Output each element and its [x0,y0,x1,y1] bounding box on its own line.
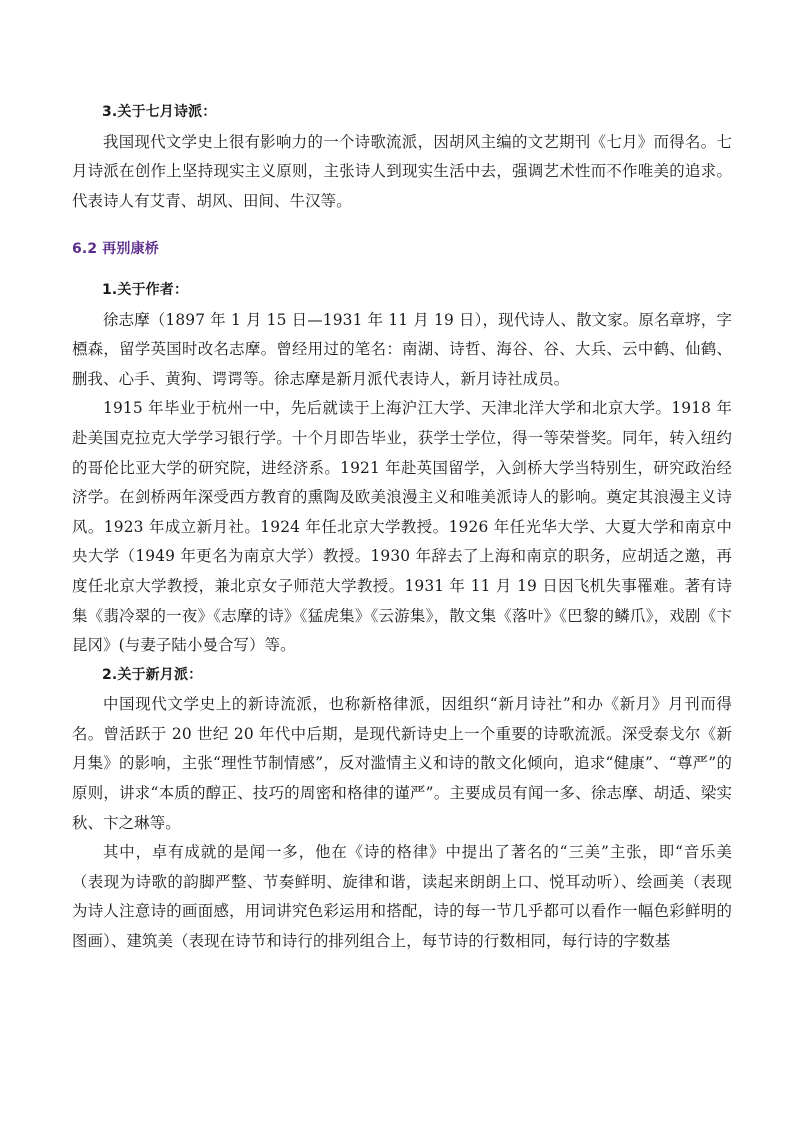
heading-xinyue-school: 2.关于新月派： [102,666,203,683]
paragraph-author-biography: 1915 年毕业于杭州一中，先后就读于上海沪江大学、天津北洋大学和北京大学。1918 年赴美国克拉克大学学习银行学。十个月即告毕业，获学士学位，得一等荣誉奖。同年，转入纽约的哥伦比亚大学的研究院，进经济系。1921 年赴英国留学，入剑桥大学当特别生，研究政治经济学。在剑桥两年深受西方教育的熏陶及欧美浪漫主义和唯美派诗人的影响。奠定其浪漫主义诗风。1923 年成立新月社。1924 年任北京大学教授。1926 年任光华大学、大夏大学和南京中央大学（1949 年更名为南京大学）教授。1930 年辞去了上海和南京的职务，应胡适之邀，再度任北京大学教授，兼北京女子师范大学教授。1931 年 11 月 19 日因飞机失事罹难。著有诗集《翡冷翠的一夜》《志摩的诗》《猛虎集》《云游集》，散文集《落叶》《巴黎的鳞爪》，戏剧《卞昆冈》(与妻子陆小曼合写）等。 [72,399,732,655]
paragraph-qiyue-school: 我国现代文学史上很有影响力的一个诗歌流派，因胡风主编的文艺期刊《七月》而得名。七月诗派在创作上坚持现实主义原则，主张诗人到现实生活中去，强调艺术性而不作唯美的追求。代表诗人有艾青、胡风、田间、牛汉等。 [72,132,732,210]
paragraph-three-beauties: 其中，卓有成就的是闻一多，他在《诗的格律》中提出了著名的“三美”主张，即“音乐美（表现为诗歌的韵脚严整、节奏鲜明、旋律和谐，读起来朗朗上口、悦耳动听）、绘画美（表现为诗人注意诗的画面感，用词讲究色彩运用和搭配，诗的每一节几乎都可以看作一幅色彩鲜明的图画）、建筑美（表现在诗节和诗行的排列组合上，每节诗的行数相同，每行诗的字数基 [72,843,732,951]
paragraph-author-intro: 徐志摩（1897 年 1 月 15 日—1931 年 11 月 19 日），现代诗人、散文家。原名章垿，字槱森，留学英国时改名志摩。曾经用过的笔名：南湖、诗哲、海谷、谷、大兵、云中鹤、仙鹤、删我、心手、黄狗、谔谔等。徐志摩是新月派代表诗人，新月诗社成员。 [72,310,732,388]
spacer [72,216,732,235]
heading-about-author: 1.关于作者： [102,281,189,298]
document-content [72,98,732,957]
section-title-zaibie-kangqiao: 6.2 再别康桥 [72,241,159,258]
spacer [72,265,732,276]
heading-qiyue-school: 3.关于七月诗派： [102,104,217,120]
paragraph-xinyue-school: 中国现代文学史上的新诗流派，也称新格律派，因组织“新月诗社”和办《新月》月刊而得名。曾活跃于 20 世纪 20 年代中后期，是现代新诗史上一个重要的诗歌流派。深受泰戈尔《新月集》的影响，主张“理性节制情感”，反对滥情主义和诗的散文化倾向，追求“健康”、“尊严”的原则，讲求“本质的醇正、技巧的周密和格律的谨严”。主要成员有闻一多、徐志摩、胡适、梁实秋、卞之琳等。 [72,695,732,832]
